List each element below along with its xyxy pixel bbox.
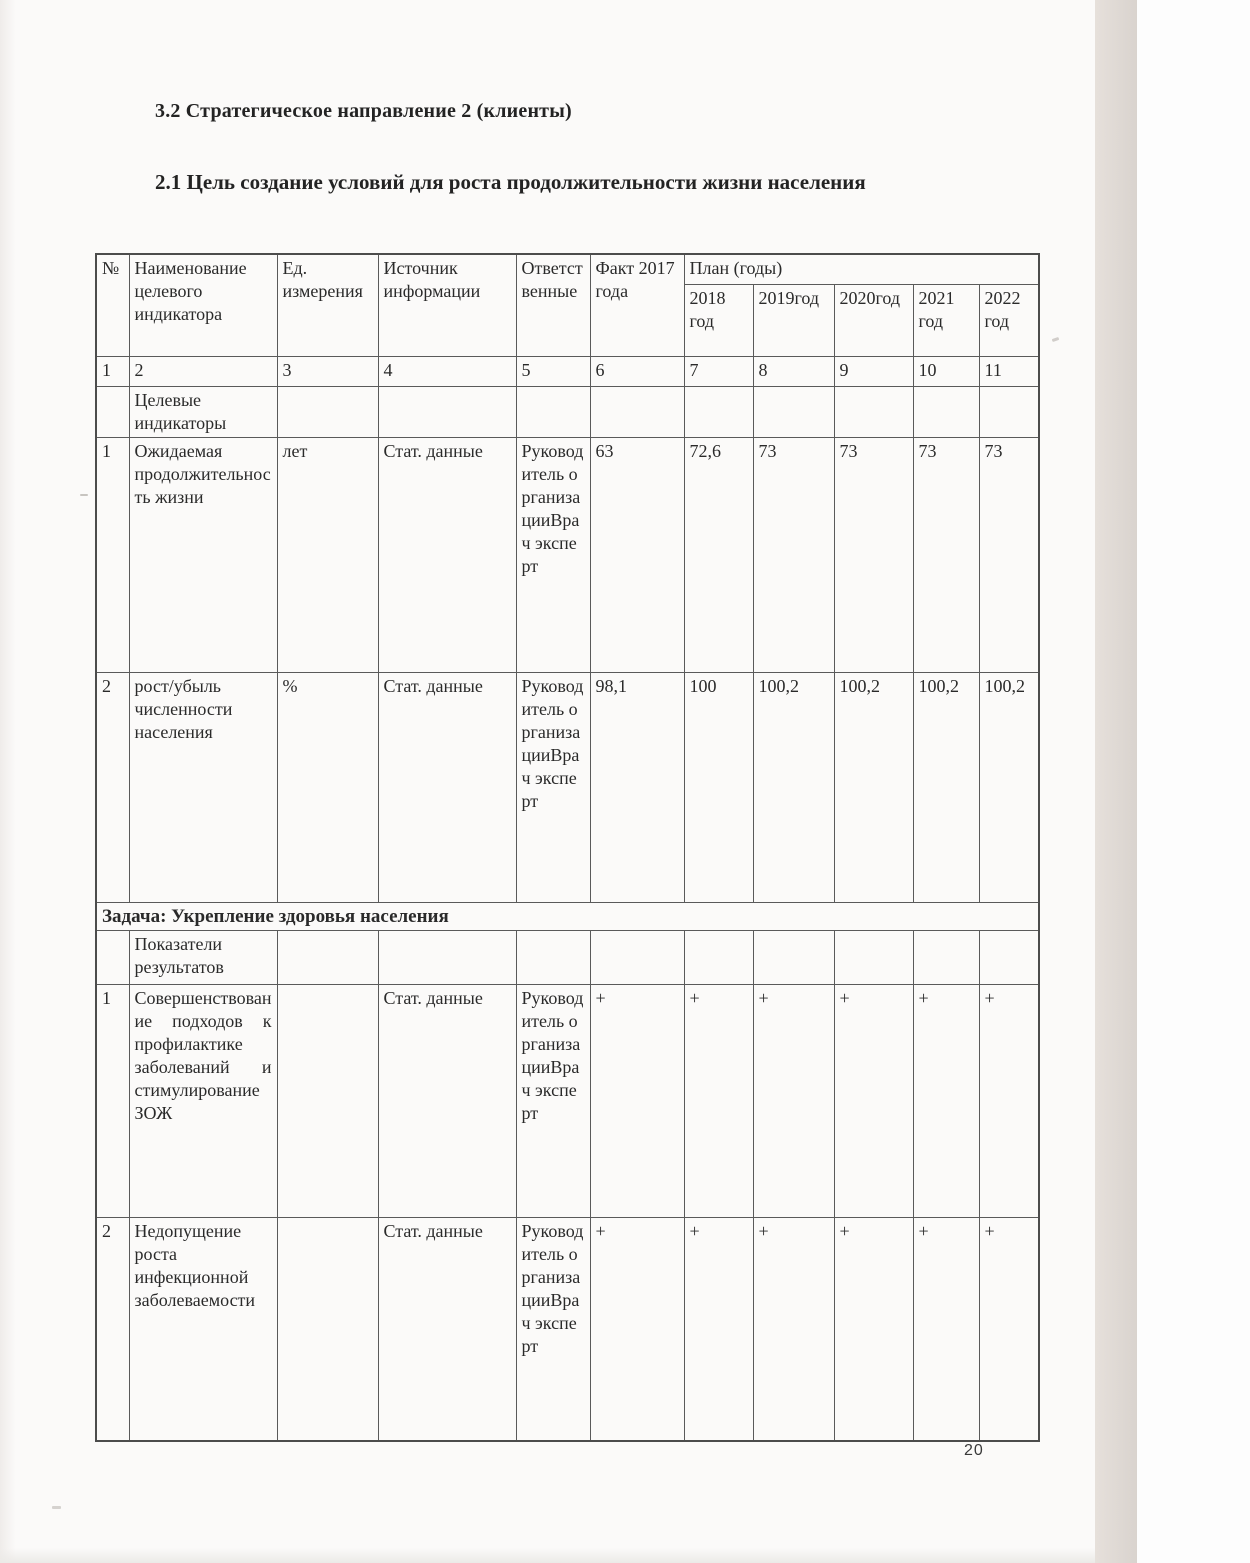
empty-cell — [834, 386, 913, 437]
colnum-cell: 10 — [913, 356, 979, 386]
colnum-cell: 7 — [684, 356, 753, 386]
indicator-row-1 — [96, 437, 1039, 672]
row-no: 2 — [96, 672, 129, 902]
empty-cell — [590, 386, 684, 437]
colnum-cell: 8 — [753, 356, 834, 386]
empty-cell — [590, 930, 684, 984]
indicator-unit: лет — [277, 437, 378, 672]
header-col-name: Наименование целевого индикатора — [129, 254, 277, 356]
colnum-cell: 3 — [277, 356, 378, 386]
header-col-no: № — [96, 254, 129, 356]
result-row-2 — [96, 1217, 1039, 1441]
header-col-responsible: Ответственные — [516, 254, 590, 356]
plan-2019-value: + — [753, 1217, 834, 1441]
empty-cell — [753, 386, 834, 437]
colnum-cell: 6 — [590, 356, 684, 386]
header-col-fact-2017: Факт 2017 года — [590, 254, 684, 356]
plan-2018-value: + — [684, 984, 753, 1217]
result-source: Стат. данные — [378, 984, 516, 1217]
plan-2019-value: 73 — [753, 437, 834, 672]
heading-goal: 2.1 Цель создание условий для роста продолжительности жизни населения — [155, 170, 866, 194]
plan-2018-value: 100 — [684, 672, 753, 902]
plan-2021-value: 73 — [913, 437, 979, 672]
indicator-unit: % — [277, 672, 378, 902]
result-name: Недопущение роста инфекционной заболеваемости — [129, 1217, 277, 1441]
row-no: 1 — [96, 437, 129, 672]
plan-2020-value: 73 — [834, 437, 913, 672]
indicator-name: Ожидаемая продолжительность жизни — [129, 437, 277, 672]
column-number-row — [96, 356, 1039, 386]
indicator-row-2 — [96, 672, 1039, 902]
empty-cell — [516, 930, 590, 984]
plan-2020-value: + — [834, 984, 913, 1217]
colnum-cell: 1 — [96, 356, 129, 386]
plan-2019-value: + — [753, 984, 834, 1217]
plan-2022-value: 100,2 — [979, 672, 1039, 902]
empty-cell — [979, 386, 1039, 437]
header-col-source: Источник информации — [378, 254, 516, 356]
plan-2021-value: + — [913, 984, 979, 1217]
result-responsible: Руководитель организацииВрач эксперт — [516, 984, 590, 1217]
header-year-2021: 2021 год — [913, 284, 979, 356]
colnum-cell: 11 — [979, 356, 1039, 386]
plan-2022-value: + — [979, 984, 1039, 1217]
empty-cell — [277, 386, 378, 437]
heading-strategic-direction: 3.2 Стратегическое направление 2 (клиенты) — [155, 100, 572, 122]
plan-2018-value: 72,6 — [684, 437, 753, 672]
scan-right-edge-shadow — [1095, 0, 1137, 1563]
header-year-2020: 2020год — [834, 284, 913, 356]
empty-cell — [378, 930, 516, 984]
empty-cell — [753, 930, 834, 984]
section-result-indicators-row — [96, 930, 1039, 984]
header-year-2019: 2019год — [753, 284, 834, 356]
section-target-indicators-row — [96, 386, 1039, 437]
plan-2020-value: 100,2 — [834, 672, 913, 902]
empty-cell — [516, 386, 590, 437]
table-header-row — [96, 254, 1039, 284]
page-number: 20 — [964, 1442, 984, 1459]
empty-cell — [96, 386, 129, 437]
section-label: Целевые индикаторы — [129, 386, 277, 437]
task-label: Задача: Укрепление здоровья населения — [96, 902, 1039, 930]
scan-right-margin — [1137, 0, 1250, 1563]
header-col-unit: Ед. измерения — [277, 254, 378, 356]
indicator-source: Стат. данные — [378, 437, 516, 672]
result-source: Стат. данные — [378, 1217, 516, 1441]
indicator-responsible: Руководитель организацииВрач эксперт — [516, 672, 590, 902]
row-no: 2 — [96, 1217, 129, 1441]
empty-cell — [913, 930, 979, 984]
task-row — [96, 902, 1039, 930]
empty-cell — [378, 386, 516, 437]
scan-bottom-edge-shadow — [0, 1548, 1095, 1563]
plan-2018-value: + — [684, 1217, 753, 1441]
scan-speck — [52, 1506, 61, 1509]
fact-2017-value: + — [590, 1217, 684, 1441]
empty-cell — [277, 930, 378, 984]
scan-speck — [80, 494, 88, 496]
empty-cell — [979, 930, 1039, 984]
colnum-cell: 5 — [516, 356, 590, 386]
plan-2022-value: + — [979, 1217, 1039, 1441]
colnum-cell: 2 — [129, 356, 277, 386]
result-row-1 — [96, 984, 1039, 1217]
colnum-cell: 4 — [378, 356, 516, 386]
empty-cell — [684, 386, 753, 437]
empty-cell — [684, 930, 753, 984]
empty-cell — [834, 930, 913, 984]
colnum-cell: 9 — [834, 356, 913, 386]
plan-2019-value: 100,2 — [753, 672, 834, 902]
plan-2020-value: + — [834, 1217, 913, 1441]
header-year-2018: 2018 год — [684, 284, 753, 356]
scan-speck — [1052, 337, 1060, 342]
indicator-source: Стат. данные — [378, 672, 516, 902]
fact-2017-value: 98,1 — [590, 672, 684, 902]
result-unit — [277, 1217, 378, 1441]
header-plan-years: План (годы) — [684, 254, 1039, 284]
result-responsible: Руководитель организацииВрач эксперт — [516, 1217, 590, 1441]
row-no: 1 — [96, 984, 129, 1217]
section-label: Показатели результатов — [129, 930, 277, 984]
plan-2021-value: + — [913, 1217, 979, 1441]
empty-cell — [913, 386, 979, 437]
result-unit — [277, 984, 378, 1217]
scan-left-edge-shadow — [0, 0, 16, 1563]
fact-2017-value: 63 — [590, 437, 684, 672]
indicator-name: рост/убыль численности населения — [129, 672, 277, 902]
plan-2022-value: 73 — [979, 437, 1039, 672]
plan-2021-value: 100,2 — [913, 672, 979, 902]
empty-cell — [96, 930, 129, 984]
indicators-table — [95, 253, 1040, 1442]
indicator-responsible: Руководитель организацииВрач эксперт — [516, 437, 590, 672]
header-year-2022: 2022 год — [979, 284, 1039, 356]
result-name: Совершенствование подходов к профилактике заболеваний и стимулирование ЗОЖ — [129, 984, 277, 1217]
fact-2017-value: + — [590, 984, 684, 1217]
